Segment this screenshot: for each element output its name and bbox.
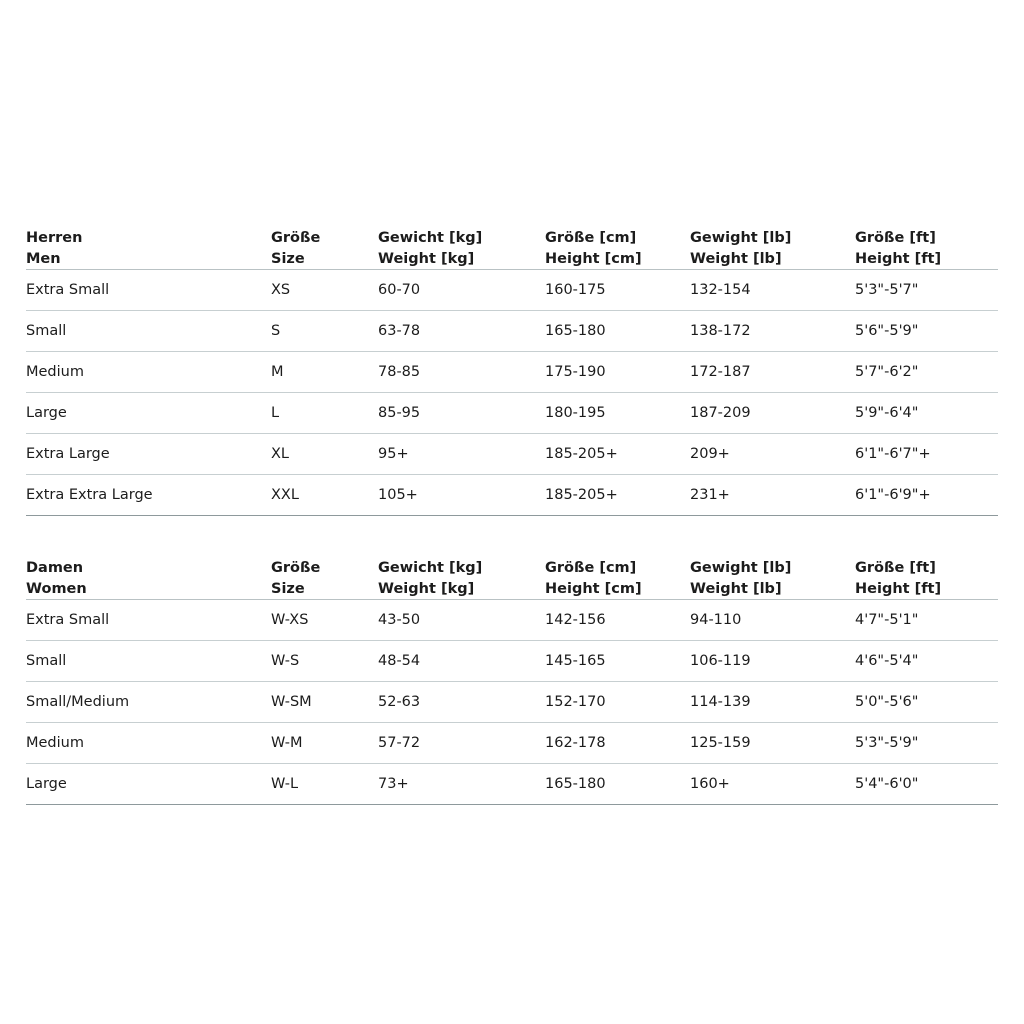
table-cell: 5'9"-6'4": [855, 393, 998, 434]
table-cell: XS: [271, 270, 378, 311]
table-cell: 5'0"-5'6": [855, 682, 998, 723]
table-cell: 185-205+: [545, 475, 690, 516]
table-cell: 160+: [690, 764, 855, 805]
table-cell: 48-54: [378, 641, 545, 682]
table-row: [26, 352, 998, 393]
column-header-line-en: Weight [lb]: [690, 580, 782, 597]
size-name-cell: Small: [26, 311, 271, 352]
table-cell: 132-154: [690, 270, 855, 311]
table-cell: W-M: [271, 723, 378, 764]
size-chart-document: [26, 228, 998, 805]
size-name-cell: Large: [26, 764, 271, 805]
column-header-line-de: Größe [ft]: [855, 230, 936, 246]
table-cell: 60-70: [378, 270, 545, 311]
table-row: [26, 600, 998, 641]
column-header-line-en: Men: [26, 250, 61, 267]
column-header: [26, 558, 271, 600]
column-header-line-en: Weight [lb]: [690, 250, 782, 267]
column-header: [378, 558, 545, 600]
table-cell: 162-178: [545, 723, 690, 764]
table-cell: 187-209: [690, 393, 855, 434]
table-cell: 185-205+: [545, 434, 690, 475]
column-header: [545, 228, 690, 270]
table-row: [26, 311, 998, 352]
table-row: [26, 764, 998, 805]
table-cell: 4'7"-5'1": [855, 600, 998, 641]
size-name-cell: Extra Small: [26, 270, 271, 311]
table-cell: L: [271, 393, 378, 434]
size-name-cell: Small/Medium: [26, 682, 271, 723]
table-cell: W-L: [271, 764, 378, 805]
column-header-line-en: Height [cm]: [545, 250, 642, 267]
column-header-line-de: Gewight [lb]: [690, 230, 792, 246]
column-header-line-de: Gewicht [kg]: [378, 560, 483, 577]
table-cell: 95+: [378, 434, 545, 475]
column-header-line-de: Größe: [271, 230, 321, 246]
column-header: [378, 228, 545, 270]
table-cell: 5'3"-5'9": [855, 723, 998, 764]
table-cell: 6'1"-6'9"+: [855, 475, 998, 516]
column-header-line-en: Height [ft]: [855, 580, 942, 597]
column-header: [26, 228, 271, 270]
table-cell: W-S: [271, 641, 378, 682]
table-cell: 5'7"-6'2": [855, 352, 998, 393]
table-cell: 6'1"-6'7"+: [855, 434, 998, 475]
size-name-cell: Small: [26, 641, 271, 682]
table-cell: 52-63: [378, 682, 545, 723]
table-row: [26, 723, 998, 764]
column-header-line-de: Größe [cm]: [545, 230, 637, 246]
column-header: [855, 558, 998, 600]
table-cell: 180-195: [545, 393, 690, 434]
size-name-cell: Medium: [26, 723, 271, 764]
column-header-line-de: Herren: [26, 230, 83, 246]
table-cell: 5'6"-5'9": [855, 311, 998, 352]
table-cell: 125-159: [690, 723, 855, 764]
column-header: [855, 228, 998, 270]
column-header-line-en: Height [ft]: [855, 250, 942, 267]
column-header-line-de: Gewight [lb]: [690, 560, 792, 577]
table-cell: 63-78: [378, 311, 545, 352]
table-cell: 165-180: [545, 311, 690, 352]
column-header: [271, 558, 378, 600]
table-cell: XL: [271, 434, 378, 475]
column-header-line-de: Größe [ft]: [855, 560, 936, 577]
column-header-line-en: Weight [kg]: [378, 580, 475, 597]
table-row: [26, 682, 998, 723]
table-row: [26, 475, 998, 516]
column-header-line-en: Weight [kg]: [378, 250, 475, 267]
table-cell: XXL: [271, 475, 378, 516]
table-row: [26, 393, 998, 434]
table-cell: 172-187: [690, 352, 855, 393]
column-header: [690, 228, 855, 270]
column-header-line-de: Größe: [271, 560, 321, 577]
table-cell: 73+: [378, 764, 545, 805]
table-cell: 175-190: [545, 352, 690, 393]
table-cell: 85-95: [378, 393, 545, 434]
table-row: [26, 641, 998, 682]
table-header-row: [26, 558, 998, 600]
tables-container: [26, 228, 998, 805]
table-cell: 114-139: [690, 682, 855, 723]
table-cell: 94-110: [690, 600, 855, 641]
table-cell: 4'6"-5'4": [855, 641, 998, 682]
table-cell: 145-165: [545, 641, 690, 682]
size-name-cell: Medium: [26, 352, 271, 393]
table-cell: 165-180: [545, 764, 690, 805]
size-table-women: [26, 558, 998, 805]
size-name-cell: Extra Small: [26, 600, 271, 641]
size-name-cell: Extra Extra Large: [26, 475, 271, 516]
table-cell: 160-175: [545, 270, 690, 311]
table-cell: 138-172: [690, 311, 855, 352]
table-cell: 105+: [378, 475, 545, 516]
column-header: [271, 228, 378, 270]
column-header: [690, 558, 855, 600]
table-cell: S: [271, 311, 378, 352]
table-cell: 152-170: [545, 682, 690, 723]
size-name-cell: Large: [26, 393, 271, 434]
table-cell: 209+: [690, 434, 855, 475]
column-header-line-en: Size: [271, 250, 305, 267]
table-cell: 142-156: [545, 600, 690, 641]
column-header-line-en: Height [cm]: [545, 580, 642, 597]
column-header-line-en: Size: [271, 580, 305, 597]
column-header-line-de: Größe [cm]: [545, 560, 637, 577]
size-table-men: [26, 228, 998, 516]
column-header-line-en: Women: [26, 580, 87, 597]
column-header-line-de: Damen: [26, 560, 84, 577]
table-header-row: [26, 228, 998, 270]
table-cell: 5'4"-6'0": [855, 764, 998, 805]
table-cell: 106-119: [690, 641, 855, 682]
table-cell: 78-85: [378, 352, 545, 393]
table-cell: W-SM: [271, 682, 378, 723]
table-cell: M: [271, 352, 378, 393]
table-cell: 5'3"-5'7": [855, 270, 998, 311]
table-cell: 57-72: [378, 723, 545, 764]
table-row: [26, 434, 998, 475]
size-name-cell: Extra Large: [26, 434, 271, 475]
table-cell: 231+: [690, 475, 855, 516]
table-cell: 43-50: [378, 600, 545, 641]
column-header: [545, 558, 690, 600]
table-row: [26, 270, 998, 311]
column-header-line-de: Gewicht [kg]: [378, 230, 483, 246]
table-cell: W-XS: [271, 600, 378, 641]
